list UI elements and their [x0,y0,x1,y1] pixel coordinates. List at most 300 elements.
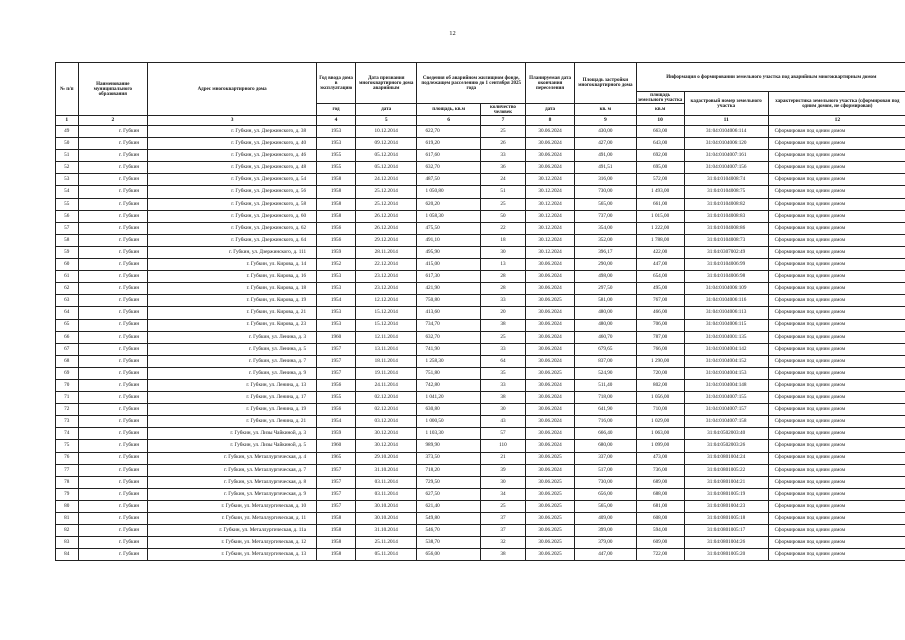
planned-date-cell: 30.06.2024 [525,392,574,404]
unit-land-area: кв.м [636,104,684,116]
land-area-cell: 1 290,00 [636,355,684,367]
planned-date-cell: 30.06.2024 [525,259,574,271]
emergency-date-cell: 29.10.2014 [356,452,417,464]
municipality-cell: г. Губкин [78,186,148,198]
row-number: 82 [56,525,79,537]
emergency-housing-table [55,62,905,561]
people-cell: 30 [480,246,525,258]
row-number: 58 [56,234,79,246]
planned-date-cell: 30.06.2025 [525,537,574,549]
people-cell: 25 [480,126,525,138]
address-cell: г. Губкин, ул. Дзержинского, д. 38 [148,126,317,138]
year-cell: 1957 [317,343,356,355]
row-number: 66 [56,331,79,343]
row-number: 59 [56,246,79,258]
year-cell: 1953 [317,271,356,283]
planned-date-cell: 30.06.2024 [525,428,574,440]
building-area-cell: 337,00 [575,452,636,464]
land-status-cell: Сформирован под одним домом [768,488,905,500]
year-cell: 1956 [317,379,356,391]
land-area-cell: 706,00 [636,319,684,331]
table-row [56,464,905,476]
address-cell: г. Губкин, ул. Металлургическая, д. 11а [148,525,317,537]
emergency-date-cell: 30.12.2014 [356,428,417,440]
land-status-cell: Сформирован под одним домом [768,210,905,222]
building-area-cell: 430,00 [575,126,636,138]
planned-date-cell: 30.12.2024 [525,222,574,234]
address-cell: г. Губкин, ул. Кирова, д. 16 [148,271,317,283]
municipality-cell: г. Губкин [78,488,148,500]
emergency-date-cell: 31.10.2014 [356,464,417,476]
land-area-cell: 495,00 [636,283,684,295]
municipality-cell: г. Губкин [78,174,148,186]
address-cell: г. Губкин, ул. Дзержинского, д. 56 [148,186,317,198]
land-status-cell: Сформирован под одним домом [768,234,905,246]
row-number: 79 [56,488,79,500]
building-area-cell: 480,00 [575,319,636,331]
year-cell: 1957 [317,488,356,500]
planned-date-cell: 30.12.2024 [525,198,574,210]
emergency-date-cell: 15.12.2014 [356,319,417,331]
col-number: 7 [480,116,525,126]
area-cell: 632,70 [417,162,480,174]
address-cell: г. Губкин, ул. Кирова, д. 23 [148,319,317,331]
emergency-date-cell: 02.12.2014 [356,392,417,404]
header-building-area: Площадь застройки многоквартирного дома [575,63,636,104]
address-cell: г. Губкин, ул. Ленина, д. 13 [148,379,317,391]
year-cell: 1960 [317,331,356,343]
building-area-cell: 666,40 [575,428,636,440]
header-num: № п/п [56,63,79,116]
cadastral-number-cell: 31:04:0104008:75 [684,186,768,198]
land-status-cell: Сформирован под одним домом [768,549,905,561]
address-cell: г. Губкин, ул. Дзержинского, д. 58 [148,198,317,210]
year-cell: 1955 [317,162,356,174]
area-cell: 1 058,30 [417,210,480,222]
header-land-characteristic: характеристика земельного участка (сформирован под одним домом, не сформирован) [768,92,905,116]
area-cell: 750,80 [417,295,480,307]
table-row [56,440,905,452]
municipality-cell: г. Губкин [78,404,148,416]
land-status-cell: Сформирован под одним домом [768,428,905,440]
area-cell: 742,80 [417,379,480,391]
page-number: 12 [449,30,456,37]
row-number: 53 [56,174,79,186]
row-number: 81 [56,513,79,525]
table-row [56,246,905,258]
row-number: 52 [56,162,79,174]
cadastral-number-cell: 31:04:0104006:114 [684,126,768,138]
cadastral-number-cell: 31:04:0104007:155 [684,392,768,404]
people-cell: 18 [480,234,525,246]
building-area-cell: 290,00 [575,259,636,271]
people-cell: 25 [480,500,525,512]
area-cell: 491,10 [417,234,480,246]
table-row [56,452,905,464]
municipality-cell: г. Губкин [78,234,148,246]
building-area-cell: 352,00 [575,234,636,246]
year-cell: 1959 [317,246,356,258]
people-cell: 33 [480,150,525,162]
land-status-cell: Сформирован под одним домом [768,464,905,476]
address-cell: г. Губкин, ул. Металлургическая, д. 10 [148,500,317,512]
land-status-cell: Сформирован под одним домом [768,355,905,367]
people-cell: 20 [480,307,525,319]
building-area-cell: 656,00 [575,488,636,500]
people-cell: 64 [480,355,525,367]
cadastral-number-cell: 31:04:0801005:22 [684,464,768,476]
address-cell: г. Губкин, ул. Металлургическая, д. 8 [148,476,317,488]
land-status-cell: Сформирован под одним домом [768,186,905,198]
table-row [56,307,905,319]
table-row [56,525,905,537]
table-row [56,428,905,440]
land-status-cell: Сформирован под одним домом [768,259,905,271]
land-status-cell: Сформирован под одним домом [768,513,905,525]
emergency-date-cell: 03.11.2014 [356,488,417,500]
table-row [56,186,905,198]
people-cell: 39 [480,464,525,476]
building-area-cell: 730,00 [575,476,636,488]
land-area-cell: 473,00 [636,452,684,464]
unit-date: дата [356,104,417,116]
land-status-cell: Сформирован под одним домом [768,476,905,488]
people-cell: 28 [480,283,525,295]
address-cell: г. Губкин, ул. Лизы Чайкиной, д. 5 [148,440,317,452]
address-cell: г. Губкин, ул. Ленина, д. 17 [148,392,317,404]
cadastral-number-cell: 31:04:0104006:113 [684,307,768,319]
cadastral-number-cell: 31:04:0801005:17 [684,525,768,537]
people-cell: 35 [480,367,525,379]
cadastral-number-cell: 31:04:0104006:98 [684,271,768,283]
table-row [56,500,905,512]
year-cell: 1958 [317,174,356,186]
year-cell: 1955 [317,150,356,162]
address-cell: г. Губкин, ул. Кирова, д. 19 [148,295,317,307]
col-number: 6 [417,116,480,126]
area-cell: 546,70 [417,525,480,537]
municipality-cell: г. Губкин [78,355,148,367]
planned-date-cell: 30.06.2024 [525,343,574,355]
people-cell: 43 [480,416,525,428]
col-number: 11 [684,116,768,126]
area-cell: 621,40 [417,500,480,512]
row-number: 72 [56,404,79,416]
planned-date-cell: 30.12.2024 [525,186,574,198]
building-area-cell: 565,00 [575,198,636,210]
address-cell: г. Губкин, ул. Лизы Чайкиной, д. 3 [148,428,317,440]
table-row [56,295,905,307]
municipality-cell: г. Губкин [78,343,148,355]
building-area-cell: 460,70 [575,331,636,343]
municipality-cell: г. Губкин [78,222,148,234]
table-row [56,416,905,428]
table-row [56,367,905,379]
building-area-cell: 297,50 [575,283,636,295]
row-number: 54 [56,186,79,198]
emergency-date-cell: 05.11.2014 [356,549,417,561]
address-cell: г. Губкин, ул. Ленина, д. 9 [148,367,317,379]
cadastral-number-cell: 31:04:0801005:19 [684,488,768,500]
address-cell: г. Губкин, ул. Металлургическая, д. 11 [148,513,317,525]
col-number: 9 [575,116,636,126]
table-row [56,174,905,186]
land-status-cell: Сформирован под одним домом [768,271,905,283]
address-cell: г. Губкин, ул. Дзержинского, д. 40 [148,138,317,150]
table-row [56,198,905,210]
cadastral-number-cell: 31:04:0104007:158 [684,416,768,428]
address-cell: г. Губкин, ул. Ленина, д. 3 [148,331,317,343]
building-area-cell: 498,00 [575,271,636,283]
area-cell: 734,70 [417,319,480,331]
cadastral-number-cell: 31:04:0104007:161 [684,150,768,162]
planned-date-cell: 30.06.2024 [525,319,574,331]
area-cell: 413,60 [417,307,480,319]
table-row [56,537,905,549]
col-number: 4 [317,116,356,126]
land-status-cell: Сформирован под одним домом [768,379,905,391]
land-status-cell: Сформирован под одним домом [768,295,905,307]
people-cell: 24 [480,174,525,186]
header-planned-date: Планируемая дата окончания переселения [525,63,574,104]
planned-date-cell: 30.12.2024 [525,246,574,258]
header-emergency-date: Дата признания многоквартирного дома аварийным [356,63,417,104]
municipality-cell: г. Губкин [78,452,148,464]
row-number: 67 [56,343,79,355]
cadastral-number-cell: 31:04:0104008:82 [684,198,768,210]
area-cell: 1 258,30 [417,355,480,367]
area-cell: 656,00 [417,549,480,561]
building-area-cell: 737,00 [575,210,636,222]
land-area-cell: 422,00 [636,246,684,258]
people-cell: 33 [480,379,525,391]
building-area-cell: 354,00 [575,222,636,234]
municipality-cell: г. Губкин [78,307,148,319]
emergency-date-cell: 22.12.2014 [356,259,417,271]
cadastral-number-cell: 31:04:0104004:142 [684,343,768,355]
land-area-cell: 695,00 [636,162,684,174]
area-cell: 619,20 [417,138,480,150]
planned-date-cell: 30.06.2024 [525,150,574,162]
land-status-cell: Сформирован под одним домом [768,307,905,319]
year-cell: 1953 [317,126,356,138]
municipality-cell: г. Губкин [78,549,148,561]
emergency-date-cell: 03.11.2014 [356,476,417,488]
unit-planned-date: дата [525,104,574,116]
col-number: 1 [56,116,79,126]
land-status-cell: Сформирован под одним домом [768,150,905,162]
column-number-row [56,116,905,126]
header-address: Адрес многоквартирного дома [148,63,317,116]
area-cell: 495,90 [417,246,480,258]
emergency-date-cell: 25.12.2014 [356,198,417,210]
municipality-cell: г. Губкин [78,476,148,488]
building-area-cell: 517,00 [575,464,636,476]
municipality-cell: г. Губкин [78,271,148,283]
cadastral-number-cell: 31:04:0104004:148 [684,379,768,391]
emergency-date-cell: 05.12.2014 [356,162,417,174]
table-row [56,331,905,343]
area-cell: 415,00 [417,259,480,271]
planned-date-cell: 30.06.2024 [525,440,574,452]
row-number: 61 [56,271,79,283]
municipality-cell: г. Губкин [78,500,148,512]
land-area-cell: 447,00 [636,259,684,271]
year-cell: 1958 [317,198,356,210]
municipality-cell: г. Губкин [78,162,148,174]
emergency-date-cell: 10.12.2014 [356,126,417,138]
land-area-cell: 766,00 [636,343,684,355]
header-cadastral: кадастровый номер земельного участка [684,92,768,116]
planned-date-cell: 30.06.2025 [525,367,574,379]
land-status-cell: Сформирован под одним домом [768,162,905,174]
year-cell: 1958 [317,186,356,198]
land-status-cell: Сформирован под одним домом [768,452,905,464]
year-cell: 1954 [317,295,356,307]
cadastral-number-cell: 31:04:0104008:73 [684,234,768,246]
row-number: 57 [56,222,79,234]
people-cell: 21 [480,452,525,464]
building-area-cell: 491,51 [575,162,636,174]
row-number: 76 [56,452,79,464]
planned-date-cell: 30.06.2025 [525,452,574,464]
municipality-cell: г. Губкин [78,331,148,343]
table-row [56,355,905,367]
unit-area: площадь, кв.м [417,104,480,116]
land-area-cell: 1 099,00 [636,440,684,452]
area-cell: 751,80 [417,367,480,379]
building-area-cell: 511,40 [575,379,636,391]
planned-date-cell: 30.06.2024 [525,138,574,150]
people-cell: 38 [480,549,525,561]
municipality-cell: г. Губкин [78,367,148,379]
cadastral-number-cell: 31:04:0104006:120 [684,138,768,150]
cadastral-number-cell: 31:04:0104007:156 [684,162,768,174]
row-number: 78 [56,476,79,488]
area-cell: 630,80 [417,404,480,416]
building-area-cell: 409,00 [575,513,636,525]
table-row [56,343,905,355]
land-status-cell: Сформирован под одним домом [768,404,905,416]
land-area-cell: 1 222,00 [636,222,684,234]
year-cell: 1959 [317,428,356,440]
land-area-cell: 802,00 [636,379,684,391]
address-cell: г. Губкин, ул. Металлургическая, д. 12 [148,537,317,549]
year-cell: 1957 [317,500,356,512]
year-cell: 1956 [317,404,356,416]
land-status-cell: Сформирован под одним домом [768,174,905,186]
people-cell: 25 [480,331,525,343]
emergency-date-cell: 05.12.2014 [356,150,417,162]
address-cell: г. Губкин, ул. Дзержинского, д. 62 [148,222,317,234]
planned-date-cell: 30.12.2024 [525,210,574,222]
land-area-cell: 710,00 [636,404,684,416]
emergency-date-cell: 26.12.2014 [356,222,417,234]
land-area-cell: 1 063,00 [636,428,684,440]
address-cell: г. Губкин, ул. Ленина, д. 7 [148,355,317,367]
planned-date-cell: 30.06.2024 [525,271,574,283]
land-area-cell: 688,00 [636,488,684,500]
address-cell: г. Губкин, ул. Металлургическая, д. 9 [148,488,317,500]
year-cell: 1956 [317,234,356,246]
year-cell: 1953 [317,307,356,319]
col-number: 5 [356,116,417,126]
planned-date-cell: 30.12.2024 [525,234,574,246]
address-cell: г. Губкин, ул. Ленина, д. 19 [148,404,317,416]
building-area-cell: 837,00 [575,355,636,367]
address-cell: г. Губкин, ул. Дзержинского, д. 54 [148,174,317,186]
land-area-cell: 663,00 [636,126,684,138]
planned-date-cell: 30.06.2024 [525,283,574,295]
cadastral-number-cell: 31:04:0104006:116 [684,295,768,307]
people-cell: 37 [480,525,525,537]
building-area-cell: 730,00 [575,186,636,198]
emergency-date-cell: 30.12.2014 [356,440,417,452]
planned-date-cell: 30.06.2024 [525,162,574,174]
year-cell: 1965 [317,452,356,464]
municipality-cell: г. Губкин [78,295,148,307]
cadastral-number-cell: 31:04:0502003:40 [684,428,768,440]
header-year: Год ввода дома в эксплуатацию [317,63,356,104]
year-cell: 1954 [317,416,356,428]
cadastral-number-cell: 31:04:0104006:99 [684,259,768,271]
planned-date-cell: 30.06.2025 [525,500,574,512]
land-area-cell: 1 056,00 [636,392,684,404]
building-area-cell: 524,90 [575,367,636,379]
people-cell: 33 [480,343,525,355]
municipality-cell: г. Губкин [78,246,148,258]
unit-building-area: кв. м [575,104,636,116]
land-area-cell: 661,00 [636,198,684,210]
building-area-cell: 396,17 [575,246,636,258]
municipality-cell: г. Губкин [78,319,148,331]
planned-date-cell: 30.06.2025 [525,295,574,307]
land-area-cell: 1 788,00 [636,234,684,246]
land-area-cell: 1 493,00 [636,186,684,198]
area-cell: 1 103,30 [417,428,480,440]
row-number: 73 [56,416,79,428]
year-cell: 1958 [317,513,356,525]
land-status-cell: Сформирован под одним домом [768,440,905,452]
address-cell: г. Губкин, ул. Металлургическая, д. 4 [148,452,317,464]
cadastral-number-cell: 31:04:0801004:26 [684,537,768,549]
table-row [56,379,905,391]
land-area-cell: 572,00 [636,174,684,186]
municipality-cell: г. Губкин [78,416,148,428]
area-cell: 475,50 [417,222,480,234]
cadastral-number-cell: 31:04:0502003:26 [684,440,768,452]
municipality-cell: г. Губкин [78,513,148,525]
table-row [56,234,905,246]
col-number: 8 [525,116,574,126]
building-area-cell: 680,00 [575,440,636,452]
table-row [56,259,905,271]
table-row [56,488,905,500]
municipality-cell: г. Губкин [78,259,148,271]
year-cell: 1958 [317,525,356,537]
planned-date-cell: 30.06.2025 [525,549,574,561]
header-land-plot-info: Информация о формировании земельного участка под аварийным многоквартирным домом [636,63,905,92]
people-cell: 30 [480,476,525,488]
emergency-date-cell: 18.11.2014 [356,355,417,367]
cadastral-number-cell: 31:04:0801004:24 [684,452,768,464]
table-row [56,271,905,283]
table-row [56,404,905,416]
header-housing-info: Сведения об аварийном жилищном фонде, подлежащем расселению до 1 сентября 2025 года [417,63,526,104]
emergency-date-cell: 03.12.2014 [356,416,417,428]
row-number: 63 [56,295,79,307]
area-cell: 1 041,20 [417,392,480,404]
